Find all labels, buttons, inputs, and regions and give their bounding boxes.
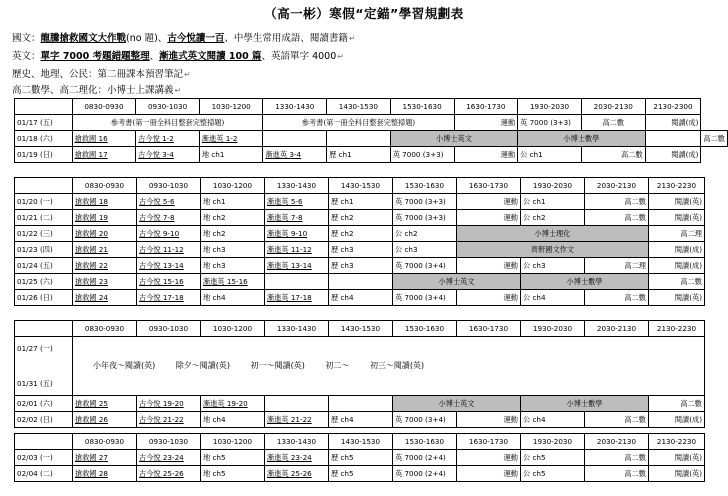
class-cell-english: 小博士英文 [393, 274, 521, 290]
time-header: 0930-1030 [137, 178, 201, 194]
schedule-cell: 公 ch4 [521, 290, 585, 306]
schedule-cell: 閱讀(成) [645, 115, 701, 131]
date-cell: 01/23 (四) [15, 242, 73, 258]
schedule-cell: 歷 ch3 [329, 258, 393, 274]
schedule-cell: 閱讀(成) [649, 412, 705, 428]
time-header: 1030-1200 [199, 99, 263, 115]
header-row [15, 321, 705, 337]
schedule-cell: 漸進英 13-14 [265, 258, 329, 274]
schedule-cell: 古今悅 9-10 [137, 226, 201, 242]
note-math: 高二數學、高二理化：小博士上課講義↵ [12, 85, 182, 96]
note-book: 單字 7000 考題錯題整理 [40, 51, 150, 62]
schedule-cell: 歷 ch1 [329, 194, 393, 210]
holiday-item: 初一～閱讀(英) [250, 361, 305, 370]
time-header: 0930-1030 [137, 321, 201, 337]
note-chinese: 國文：龍騰搶救國文大作戰(no 題)、古今悅讀一百、中學生常用成語、閱讀書籍↵ [12, 33, 356, 44]
date-cell: 01/26 (日) [15, 290, 73, 306]
schedule-cell: 歷 ch4 [329, 412, 393, 428]
header-row [15, 99, 728, 115]
note-english: 英文：單字 7000 考題錯題整理、漸進式英文閱讀 100 篇、英語單字 4000↵ [12, 51, 344, 62]
date-cell: 01/24 (五) [15, 258, 73, 274]
schedule-table-week4 [14, 433, 705, 482]
schedule-cell: 公 ch1 [521, 194, 585, 210]
time-header: 1430-1530 [327, 99, 391, 115]
page-title: （高一彬）寒假“定錨”學習規劃表 [264, 6, 464, 21]
schedule-cell: 高二數 [649, 274, 705, 290]
time-header: 2130-2230 [649, 178, 705, 194]
table-row [15, 290, 705, 306]
schedule-cell: 閱讀(英) [649, 290, 705, 306]
schedule-cell: 運動 [457, 412, 521, 428]
schedule-cell: 英 7000 (3+4) [393, 412, 457, 428]
schedule-cell: 搶救國 25 [73, 396, 137, 412]
schedule-cell: 漸進英 11-12 [265, 242, 329, 258]
schedule-cell: 歷 ch3 [329, 242, 393, 258]
schedule-cell: 歷 ch5 [329, 450, 393, 466]
schedule-cell: 搶救國 24 [73, 290, 137, 306]
schedule-cell [645, 131, 701, 147]
time-header: 1630-1730 [457, 178, 521, 194]
note-text: 、 [149, 51, 160, 62]
note-text: 、英語單字 4000 [261, 51, 337, 62]
table-row [15, 466, 705, 482]
schedule-cell: 搶救國 16 [72, 131, 136, 147]
schedule-cell: 漸進英 19-20 [201, 396, 265, 412]
time-header: 1330-1430 [265, 434, 329, 450]
schedule-cell: 英 7000 (2+4) [393, 450, 457, 466]
note-text: (no 題)、 [126, 33, 168, 44]
time-header: 1030-1200 [201, 434, 265, 450]
time-header: 2130-2230 [649, 321, 705, 337]
note-label: 英文： [12, 51, 41, 62]
schedule-cell: 高二理 [585, 258, 649, 274]
time-header: 2030-2130 [585, 434, 649, 450]
time-header: 1630-1730 [454, 99, 518, 115]
time-header: 1430-1530 [329, 321, 393, 337]
schedule-cell: 高二數 [585, 450, 649, 466]
class-cell-english: 小博士英文 [393, 396, 521, 412]
class-cell-composition: 齊軒國文作文 [457, 242, 649, 258]
note-book: 龍騰搶救國文大作戰 [40, 33, 127, 44]
holiday-item: 小年夜～閱讀(英) [93, 361, 156, 370]
holiday-cell [73, 337, 705, 396]
date-cell: 01/21 (二) [15, 210, 73, 226]
schedule-cell: 古今悅 11-12 [137, 242, 201, 258]
schedule-cell: 搶救國 27 [73, 450, 137, 466]
holiday-start-date: 01/27 (一) [17, 344, 53, 353]
schedule-cell: 搶救國 23 [73, 274, 137, 290]
holiday-row [15, 337, 705, 396]
schedule-cell: 漸進英 1-2 [199, 131, 263, 147]
schedule-cell: 古今悅 25-26 [137, 466, 201, 482]
schedule-table-week2 [14, 177, 705, 306]
schedule-cell: 高二數 [581, 147, 645, 163]
schedule-cell: 高二數 [585, 290, 649, 306]
schedule-cell: 參考書(第一冊全科目整套完整掃題) [72, 115, 263, 131]
schedule-cell: 地 ch4 [201, 412, 265, 428]
table-row [15, 131, 728, 147]
holiday-item: 初三～閱讀(英) [369, 361, 425, 370]
schedule-cell: 閱讀(英) [649, 210, 705, 226]
schedule-cell: 運動 [457, 258, 521, 274]
date-cell: 02/03 (一) [15, 450, 73, 466]
class-cell-math: 小博士數學 [521, 396, 649, 412]
time-header: 0930-1030 [137, 434, 201, 450]
date-cell [15, 337, 73, 396]
schedule-cell: 閱讀(成) [649, 258, 705, 274]
schedule-cell: 英 7000 (3+4) [393, 258, 457, 274]
schedule-cell: 漸進英 5-6 [265, 194, 329, 210]
schedule-cell: 漸進英 7-8 [265, 210, 329, 226]
table-row [15, 115, 728, 131]
table-row [15, 412, 705, 428]
schedule-cell: 高二數 [585, 412, 649, 428]
time-header: 1030-1200 [201, 321, 265, 337]
schedule-table-week3 [14, 320, 705, 428]
schedule-cell: 漸進英 17-18 [265, 290, 329, 306]
time-header: 1630-1730 [457, 321, 521, 337]
schedule-cell: 搶救國 18 [73, 194, 137, 210]
schedule-cell: 古今悅 1-2 [136, 131, 200, 147]
schedule-cell: 運動 [454, 115, 518, 131]
schedule-cell: 古今悅 19-20 [137, 396, 201, 412]
schedule-cell: 古今悅 15-16 [137, 274, 201, 290]
schedule-cell: 漸進英 15-16 [201, 274, 265, 290]
schedule-cell: 古今悅 13-14 [137, 258, 201, 274]
schedule-cell: 公 ch5 [521, 450, 585, 466]
schedule-cell: 英 7000 (2+4) [393, 466, 457, 482]
time-header: 1030-1200 [201, 178, 265, 194]
table-row [15, 147, 728, 163]
time-header: 1430-1530 [329, 178, 393, 194]
schedule-cell: 古今悅 3-4 [136, 147, 200, 163]
time-header: 2030-2130 [585, 178, 649, 194]
corner-cell [15, 99, 73, 115]
class-cell-math: 小博士數學 [518, 131, 645, 147]
schedule-cell: 公 ch5 [521, 466, 585, 482]
time-header: 1330-1430 [265, 178, 329, 194]
schedule-cell: 閱讀(成) [649, 242, 705, 258]
schedule-cell: 高二數 [701, 131, 728, 147]
schedule-cell: 高二數 [585, 466, 649, 482]
schedule-cell: 搶救國 19 [73, 210, 137, 226]
schedule-cell: 高二數 [581, 115, 645, 131]
time-header: 1930-2030 [521, 178, 585, 194]
note-book: 漸進式英文閱讀 100 篇 [159, 51, 262, 62]
schedule-cell: 地 ch3 [201, 258, 265, 274]
holiday-item: 除夕～閱讀(英) [175, 361, 231, 370]
time-header: 1530-1630 [390, 99, 454, 115]
schedule-cell: 歷 ch1 [327, 147, 391, 163]
corner-cell [15, 178, 73, 194]
holiday-item: 初二～ [325, 361, 350, 370]
time-header: 0830-0930 [73, 434, 137, 450]
note-history: 歷史、地理、公民：第二冊課本預習筆記↵ [12, 69, 191, 80]
schedule-cell: 地 ch3 [201, 242, 265, 258]
time-header: 1330-1430 [263, 99, 327, 115]
table-row [15, 226, 705, 242]
schedule-cell: 公 ch3 [393, 242, 457, 258]
schedule-cell: 閱讀(成) [645, 147, 701, 163]
schedule-cell: 運動 [457, 210, 521, 226]
schedule-cell: 公 ch1 [518, 147, 582, 163]
schedule-cell: 運動 [457, 466, 521, 482]
schedule-cell: 閱讀(英) [649, 450, 705, 466]
schedule-cell: 閱讀(英) [649, 194, 705, 210]
schedule-cell: 運動 [454, 147, 518, 163]
time-header: 2030-2130 [581, 99, 645, 115]
time-header: 1930-2030 [521, 321, 585, 337]
table-row [15, 450, 705, 466]
schedule-cell: 搶救國 22 [73, 258, 137, 274]
schedule-cell: 古今悅 23-24 [137, 450, 201, 466]
schedule-cell: 搶救國 21 [73, 242, 137, 258]
schedule-cell: 公 ch3 [521, 258, 585, 274]
corner-cell [15, 434, 73, 450]
holiday-plan [75, 359, 702, 373]
schedule-cell: 漸進英 25-26 [265, 466, 329, 482]
schedule-cell [265, 274, 329, 290]
date-cell: 01/18 (六) [15, 131, 73, 147]
schedule-cell: 英 7000 (3+3) [390, 147, 454, 163]
schedule-cell: 英 7000 (3+4) [393, 290, 457, 306]
time-header: 1530-1630 [393, 434, 457, 450]
header-row [15, 178, 705, 194]
class-cell-english: 小博士英文 [390, 131, 517, 147]
time-header: 0830-0930 [72, 99, 136, 115]
schedule-cell: 閱讀(英) [649, 466, 705, 482]
schedule-cell [327, 131, 391, 147]
schedule-cell: 搶救國 20 [73, 226, 137, 242]
schedule-cell: 公 ch2 [393, 226, 457, 242]
time-header: 2130-2230 [649, 434, 705, 450]
time-header: 0830-0930 [73, 178, 137, 194]
time-header: 1530-1630 [393, 321, 457, 337]
schedule-cell: 地 ch4 [201, 290, 265, 306]
schedule-cell: 高二理 [649, 226, 705, 242]
time-header: 1930-2030 [521, 434, 585, 450]
schedule-cell: 地 ch5 [201, 450, 265, 466]
schedule-cell: 高二數 [585, 210, 649, 226]
header-row [15, 434, 705, 450]
date-cell: 01/17 (五) [15, 115, 73, 131]
schedule-cell: 地 ch1 [199, 147, 263, 163]
schedule-cell [329, 396, 393, 412]
table-row [15, 274, 705, 290]
schedule-cell: 英 7000 (3+3) [393, 194, 457, 210]
schedule-cell: 運動 [457, 450, 521, 466]
schedule-cell: 漸進英 21-22 [265, 412, 329, 428]
corner-cell [15, 321, 73, 337]
date-cell: 01/19 (日) [15, 147, 73, 163]
schedule-cell: 漸進英 9-10 [265, 226, 329, 242]
schedule-cell: 高二數 [649, 396, 705, 412]
date-cell: 02/02 (日) [15, 412, 73, 428]
schedule-cell: 搶救國 26 [73, 412, 137, 428]
schedule-cell: 漸進英 23-24 [265, 450, 329, 466]
time-header: 2130-2300 [645, 99, 701, 115]
schedule-cell: 古今悅 17-18 [137, 290, 201, 306]
schedule-cell: 地 ch1 [201, 194, 265, 210]
class-cell-math: 小博士數學 [521, 274, 649, 290]
holiday-end-date: 01/31 (五) [17, 379, 53, 388]
table-row [15, 396, 705, 412]
table-row [15, 258, 705, 274]
schedule-cell: 漸進英 3-4 [263, 147, 327, 163]
time-header: 1930-2030 [518, 99, 582, 115]
table-row [15, 194, 705, 210]
schedule-cell: 搶救國 28 [73, 466, 137, 482]
date-cell: 01/25 (六) [15, 274, 73, 290]
schedule-cell: 公 ch4 [521, 412, 585, 428]
schedule-cell: 參考書(第一冊全科目整套完整掃題) [263, 115, 454, 131]
schedule-cell: 歷 ch4 [329, 290, 393, 306]
schedule-cell: 古今悅 7-8 [137, 210, 201, 226]
schedule-cell: 運動 [457, 290, 521, 306]
note-book: 古今悅讀一百 [167, 33, 225, 44]
time-header: 2030-2130 [585, 321, 649, 337]
schedule-cell: 公 ch2 [521, 210, 585, 226]
schedule-cell: 高二數 [585, 194, 649, 210]
schedule-cell: 歷 ch2 [329, 226, 393, 242]
time-header: 1630-1730 [457, 434, 521, 450]
schedule-cell: 運動 [457, 194, 521, 210]
schedule-cell: 地 ch5 [201, 466, 265, 482]
note-text: 、中學生常用成語、閱讀書籍 [224, 33, 348, 44]
time-header: 0830-0930 [73, 321, 137, 337]
schedule-cell: 歷 ch5 [329, 466, 393, 482]
schedule-cell: 搶救國 17 [72, 147, 136, 163]
time-header: 1430-1530 [329, 434, 393, 450]
schedule-cell: 古今悅 5-6 [137, 194, 201, 210]
schedule-cell [265, 396, 329, 412]
table-row [15, 242, 705, 258]
schedule-table-week1 [14, 98, 728, 163]
date-cell: 01/22 (三) [15, 226, 73, 242]
time-header: 1530-1630 [393, 178, 457, 194]
time-header: 0930-1030 [136, 99, 200, 115]
table-row [15, 210, 705, 226]
schedule-cell: 地 ch2 [201, 226, 265, 242]
time-header: 1330-1430 [265, 321, 329, 337]
class-cell-physics: 小博士理化 [457, 226, 649, 242]
date-cell: 01/20 (一) [15, 194, 73, 210]
schedule-cell [329, 274, 393, 290]
schedule-cell [263, 131, 327, 147]
date-cell: 02/01 (六) [15, 396, 73, 412]
schedule-cell: 地 ch2 [201, 210, 265, 226]
note-label: 國文： [12, 33, 41, 44]
schedule-cell: 英 7000 (3+3) [393, 210, 457, 226]
schedule-cell: 古今悅 21-22 [137, 412, 201, 428]
schedule-cell: 歷 ch2 [329, 210, 393, 226]
date-cell: 02/04 (二) [15, 466, 73, 482]
schedule-cell: 英 7000 (3+3) [518, 115, 582, 131]
